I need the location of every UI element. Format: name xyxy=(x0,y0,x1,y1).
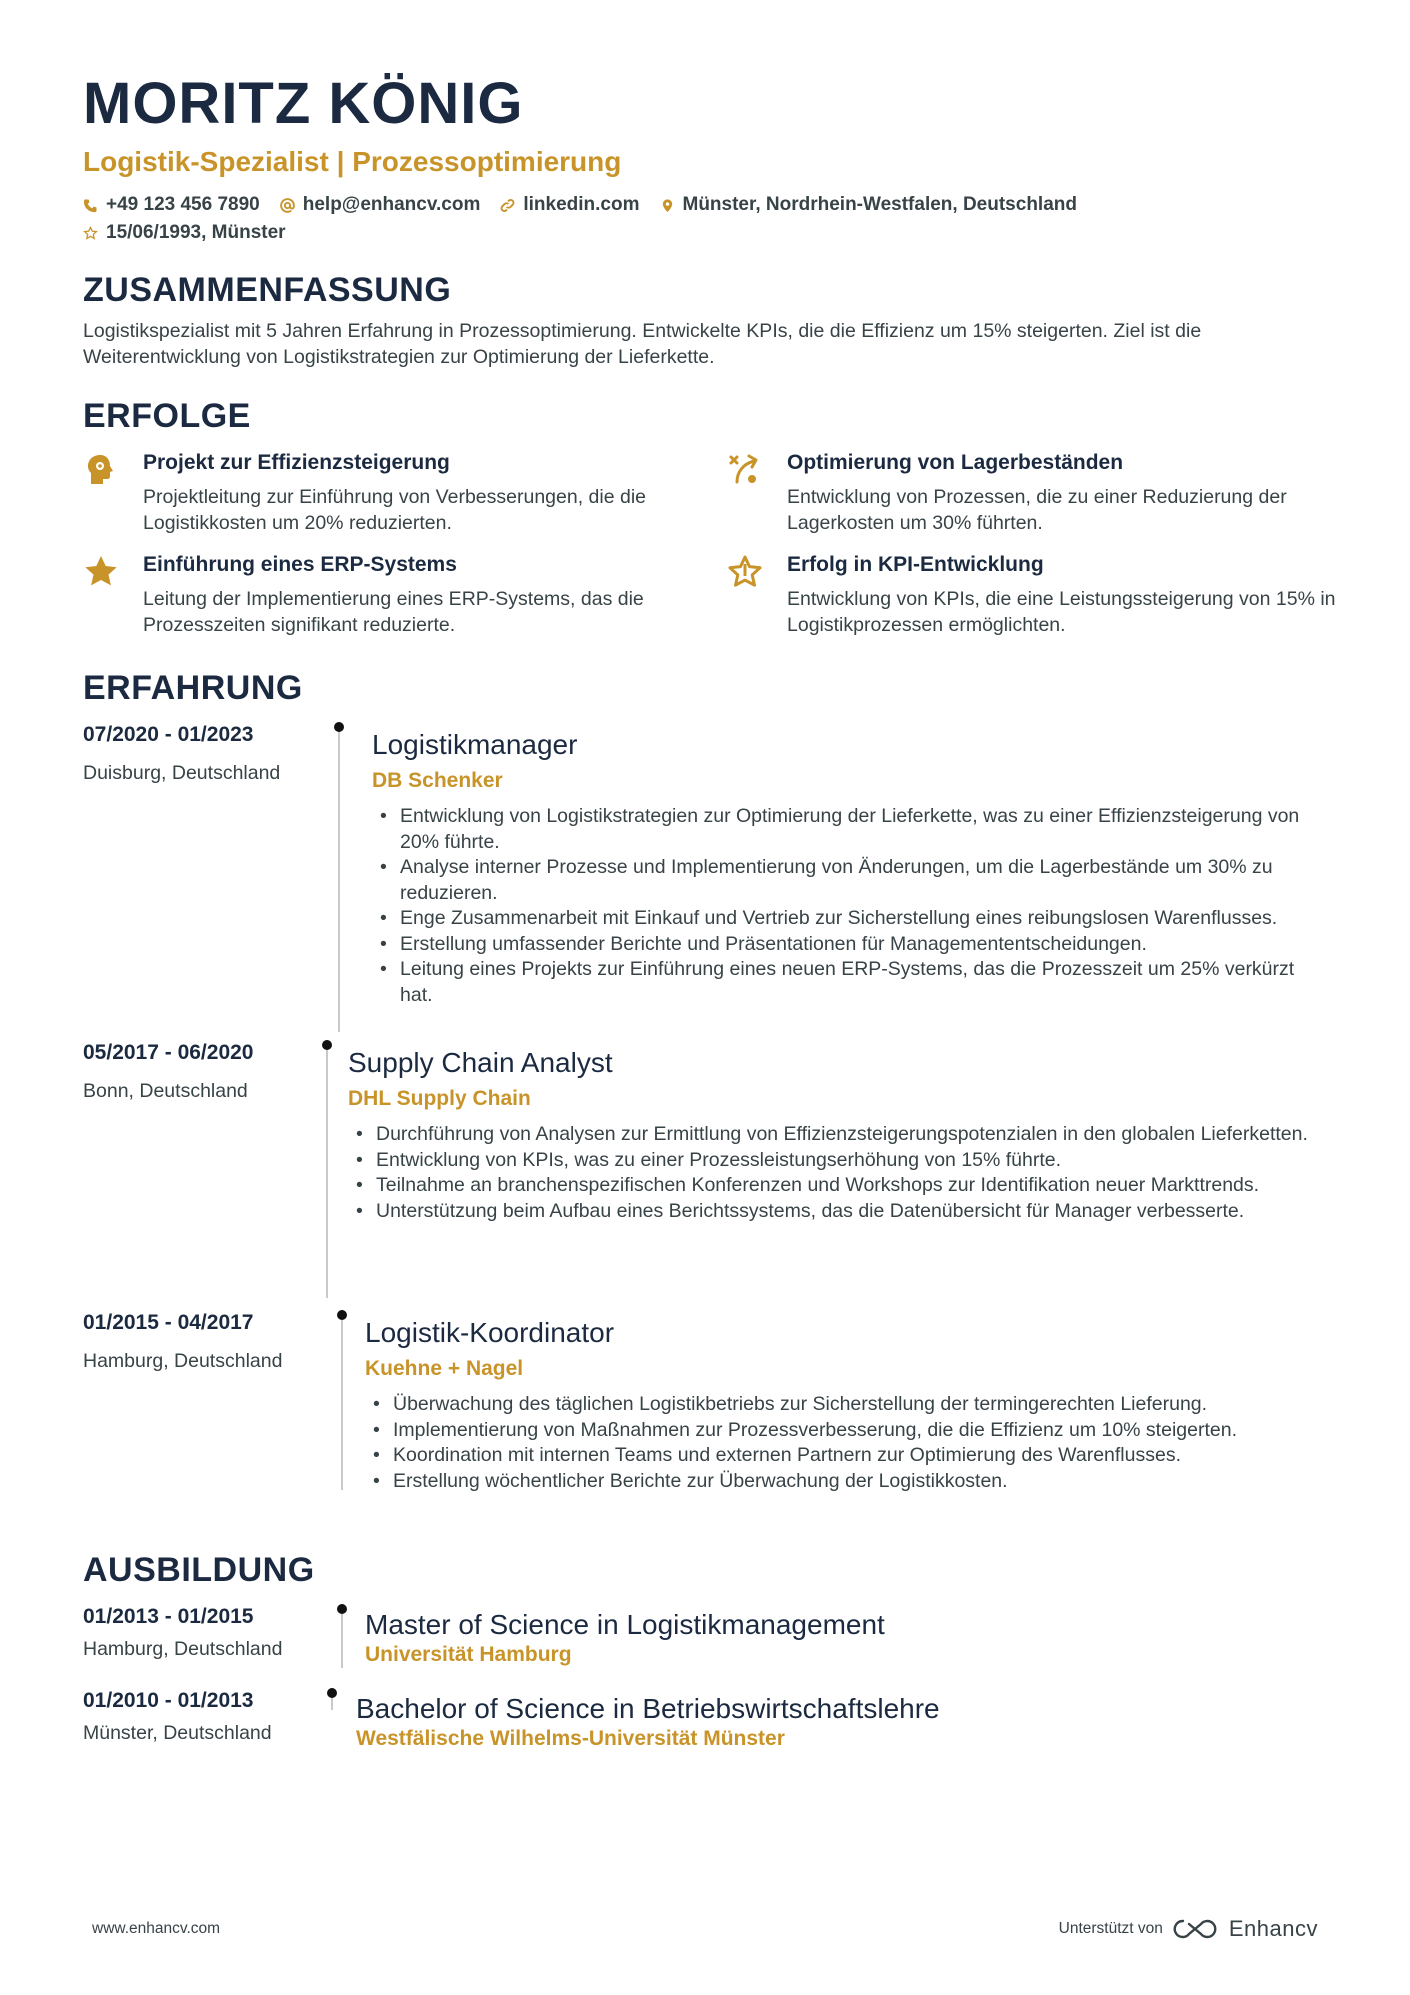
summary-title: ZUSAMMENFASSUNG xyxy=(83,271,452,309)
location-text: Münster, Nordrhein-Westfalen, Deutschland xyxy=(682,194,1077,215)
location-pin-icon xyxy=(660,198,675,213)
phone-icon xyxy=(83,198,98,213)
enhancv-logo-icon xyxy=(1173,1917,1219,1941)
timeline-dot xyxy=(337,1310,347,1320)
experience-role: Logistikmanager xyxy=(372,729,578,760)
timeline-dot xyxy=(327,1688,337,1698)
achievements-section xyxy=(83,396,1336,638)
education-entry xyxy=(83,1688,1327,1768)
experience-dates: 05/2017 - 06/2020 xyxy=(83,1041,254,1064)
experience-entry xyxy=(83,1040,1327,1310)
achievement-title: Erfolg in KPI-Entwicklung xyxy=(787,553,1044,576)
experience-location: Duisburg, Deutschland xyxy=(83,762,281,784)
education-dates: 01/2010 - 01/2013 xyxy=(83,1689,254,1712)
education-school: Westfälische Wilhelms-Universität Münster xyxy=(356,1727,785,1750)
bullet-item: • Koordination mit internen Teams und externen Partnern zur Optimierung des Warenflusses. xyxy=(365,1443,1327,1469)
experience-location: Hamburg, Deutschland xyxy=(83,1350,283,1372)
footer-website[interactable]: www.enhancv.com xyxy=(92,1920,221,1937)
timeline-dot xyxy=(322,1040,332,1050)
achievement-item xyxy=(83,552,727,638)
achievement-title: Einführung eines ERP-Systems xyxy=(143,553,457,576)
star-icon xyxy=(83,554,119,590)
achievements-title: ERFOLGE xyxy=(83,397,251,435)
bullet-item: • Entwicklung von KPIs, was zu einer Prozessleistungserhöhung von 15% führte. xyxy=(348,1148,1327,1174)
bullet-item: • Erstellung wöchentlicher Berichte zur Überwachung der Logistikkosten. xyxy=(365,1469,1327,1495)
bullet-item: • Implementierung von Maßnahmen zur Prozessverbesserung, die die Effizienz um 10% steigerten. xyxy=(365,1418,1327,1444)
timeline-line xyxy=(326,1040,328,1298)
experience-location: Bonn, Deutschland xyxy=(83,1080,248,1102)
education-title: AUSBILDUNG xyxy=(83,1551,315,1589)
head-gear-icon xyxy=(83,452,119,488)
link-icon xyxy=(500,198,515,213)
experience-dates: 01/2015 - 04/2017 xyxy=(83,1311,254,1334)
experience-section xyxy=(83,668,1327,1550)
bullet-item: • Durchführung von Analysen zur Ermittlung von Effizienzsteigerungspotenzialen in den globalen Lieferketten. xyxy=(348,1122,1327,1148)
experience-bullets xyxy=(365,1392,1327,1494)
experience-title: ERFAHRUNG xyxy=(83,669,303,707)
bullet-item: • Entwicklung von Logistikstrategien zur Optimierung der Lieferkette, was zu einer Effizienzsteigerung von 20% führte. xyxy=(372,804,1327,855)
achievement-desc: Projektleitung zur Einführung von Verbesserungen, die die Logistikkosten um 20% reduzierten. xyxy=(143,486,646,534)
summary-section xyxy=(83,270,1327,370)
experience-dates: 07/2020 - 01/2023 xyxy=(83,723,254,746)
education-entry xyxy=(83,1604,1327,1688)
email-text: help@enhancv.com xyxy=(302,194,481,215)
contact-phone xyxy=(83,194,260,216)
candidate-name: MORITZ KÖNIG xyxy=(83,71,524,136)
achievement-item xyxy=(83,450,727,536)
bullet-item: • Leitung eines Projekts zur Einführung eines neuen ERP-Systems, das die Prozesszeit um 25% verkürzt hat. xyxy=(372,957,1327,1008)
timeline-line xyxy=(341,1310,343,1490)
summary-text: Logistikspezialist mit 5 Jahren Erfahrung in Prozessoptimierung. Entwickelte KPIs, die die Effizienz um 15% steigerten. Ziel ist die Weiterentwicklung von Logistikstrategien zur Optimierung der Lieferkette. xyxy=(83,320,1202,368)
education-section xyxy=(83,1550,1327,1768)
experience-company: DHL Supply Chain xyxy=(348,1087,531,1110)
education-location: Hamburg, Deutschland xyxy=(83,1638,283,1660)
experience-role: Logistik-Koordinator xyxy=(365,1317,615,1348)
achievement-item xyxy=(727,552,1336,638)
achievement-title: Optimierung von Lagerbeständen xyxy=(787,451,1124,474)
experience-role: Supply Chain Analyst xyxy=(348,1047,613,1078)
birth-text: 15/06/1993, Münster xyxy=(106,222,286,243)
contact-bar xyxy=(83,194,1283,244)
education-degree: Bachelor of Science in Betriebswirtschaftslehre xyxy=(356,1693,940,1724)
timeline-dot xyxy=(337,1604,347,1614)
education-dates: 01/2013 - 01/2015 xyxy=(83,1605,254,1628)
timeline-line xyxy=(338,722,340,1032)
phone-text: +49 123 456 7890 xyxy=(106,194,260,215)
achievement-item xyxy=(727,450,1327,536)
headline: Logistik-Spezialist | Prozessoptimierung xyxy=(83,146,622,177)
strategy-arrow-icon xyxy=(727,452,763,488)
powered-by-text: Unterstützt von xyxy=(1058,1920,1163,1937)
bullet-item: • Unterstützung beim Aufbau eines Berichtssystems, das die Datenübersicht für Manager verbesserte. xyxy=(348,1199,1327,1225)
star-outline-icon xyxy=(83,226,98,241)
footer-brand xyxy=(1059,1916,1318,1942)
experience-company: DB Schenker xyxy=(372,769,503,792)
contact-location xyxy=(660,194,1077,216)
linkedin-text: linkedin.com xyxy=(523,194,640,215)
contact-birth xyxy=(83,222,286,244)
experience-bullets xyxy=(372,804,1327,1008)
achievement-desc: Leitung der Implementierung eines ERP-Systems, das die Prozesszeiten signifikant reduzierte. xyxy=(143,588,644,636)
achievement-desc: Entwicklung von Prozessen, die zu einer Reduzierung der Lagerkosten um 30% führten. xyxy=(787,486,1287,534)
contact-linkedin[interactable] xyxy=(500,194,639,216)
experience-bullets xyxy=(348,1122,1327,1224)
experience-entry xyxy=(83,1310,1327,1550)
achievement-desc: Entwicklung von KPIs, die eine Leistungssteigerung von 15% in Logistikprozessen ermöglichten. xyxy=(787,588,1336,636)
at-icon xyxy=(280,198,295,213)
education-degree: Master of Science in Logistikmanagement xyxy=(365,1609,885,1640)
achievement-title: Projekt zur Effizienzsteigerung xyxy=(143,451,450,474)
brand-name: Enhancv xyxy=(1228,1916,1318,1941)
footer xyxy=(92,1916,1318,1942)
achievements-grid xyxy=(83,450,1336,638)
bullet-item: • Teilnahme an branchenspezifischen Konferenzen und Workshops zur Identifikation neuer Markttrends. xyxy=(348,1173,1327,1199)
bullet-item: • Überwachung des täglichen Logistikbetriebs zur Sicherstellung der termingerechten Lieferung. xyxy=(365,1392,1327,1418)
experience-company: Kuehne + Nagel xyxy=(365,1357,524,1380)
star-outline-icon xyxy=(727,554,763,590)
timeline-dot xyxy=(334,722,344,732)
education-location: Münster, Deutschland xyxy=(83,1722,272,1744)
contact-email[interactable] xyxy=(280,194,481,216)
bullet-item: • Erstellung umfassender Berichte und Präsentationen für Managemententscheidungen. xyxy=(372,932,1327,958)
education-school: Universität Hamburg xyxy=(365,1643,572,1666)
bullet-item: • Analyse interner Prozesse und Implementierung von Änderungen, um die Lagerbestände um 30% zu reduzieren. xyxy=(372,855,1327,906)
experience-entry xyxy=(83,722,1327,1040)
bullet-item: • Enge Zusammenarbeit mit Einkauf und Vertrieb zur Sicherstellung eines reibungslosen Warenflusses. xyxy=(372,906,1327,932)
